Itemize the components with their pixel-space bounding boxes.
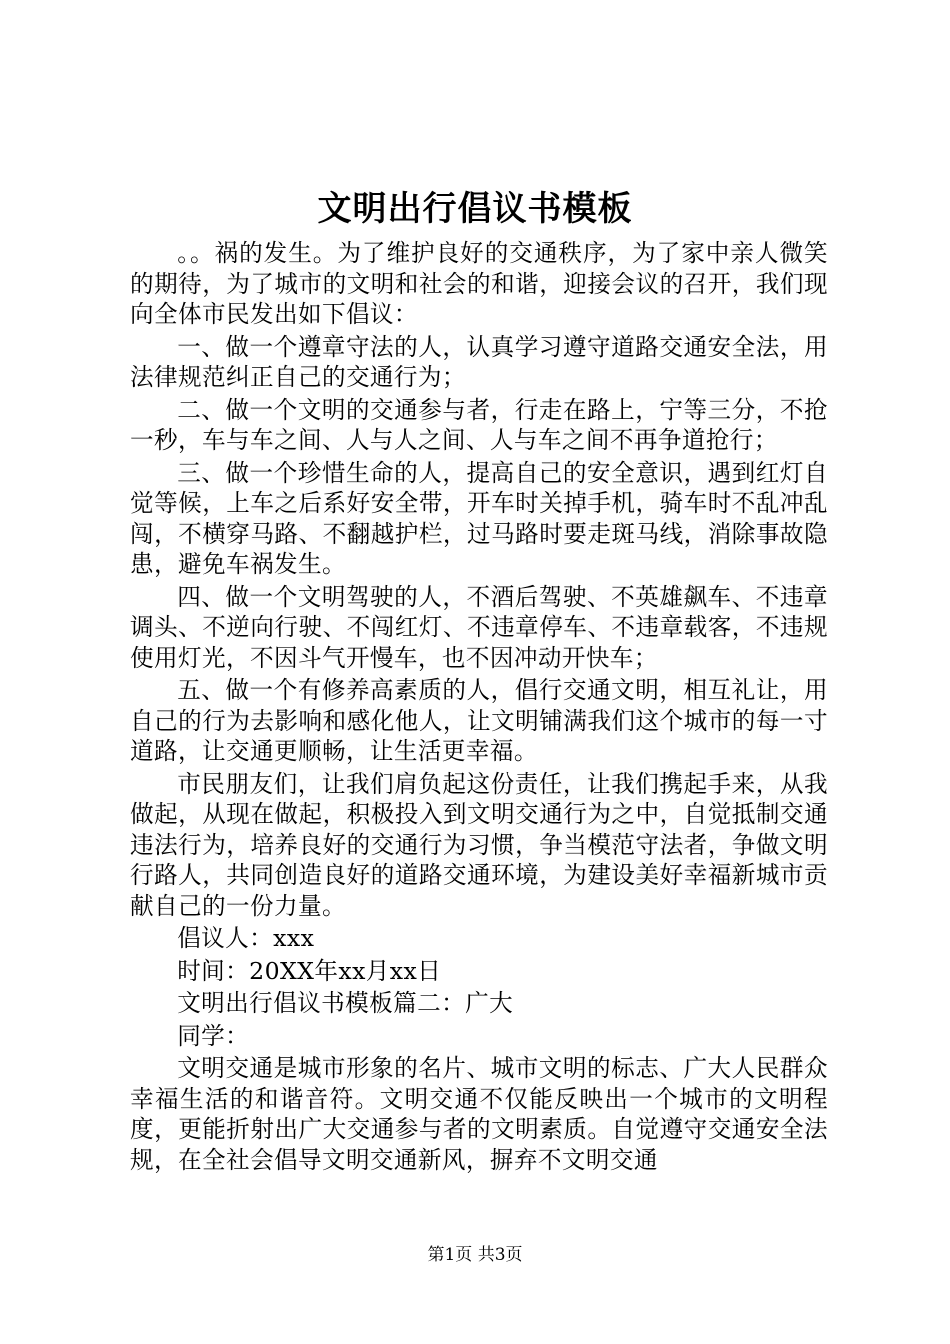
page-footer: 第1页 共3页 xyxy=(427,1245,523,1265)
paragraph-closing: 市民朋友们，让我们肩负起这份责任，让我们携起手来，从我做起，从现在做起，积极投入到文明交通行为之中，自觉抵制交通违法行为，培养良好的交通行为习惯，争当模范守法者，争做文明行路人，共同创造良好的道路交通环境，为建设美好幸福新城市贡献自己的一份力量。 xyxy=(130,769,828,920)
paragraph-item-1: 一、做一个遵章守法的人，认真学习遵守道路交通安全法，用法律规范纠正自己的交通行为； xyxy=(130,332,828,391)
section-two-heading: 文明出行倡议书模板篇二：广大 xyxy=(177,989,514,1017)
paragraph-item-4: 四、做一个文明驾驶的人，不酒后驾驶、不英雄飙车、不违章调头、不逆向行驶、不闯红灯、不违章停车、不违章载客，不违规使用灯光，不因斗气开慢车，也不因冲动开快车； xyxy=(130,582,828,672)
paragraph-intro: 。。祸的发生。为了维护良好的交通秩序，为了家中亲人微笑的期待，为了城市的文明和社会的和谐，迎接会议的召开，我们现向全体市民发出如下倡议： xyxy=(130,239,828,328)
paragraph-section-two-body: 文明交通是城市形象的名片、城市文明的标志、广大人民群众幸福生活的和谐音符。文明交通不仅能反映出一个城市的文明程度，更能折射出广大交通参与者的文明素质。自觉遵守交通安全法规，在全社会倡导文明交通新风，摒弃不文明交通 xyxy=(130,1054,828,1174)
paragraph-item-2: 二、做一个文明的交通参与者，行走在路上，宁等三分，不抢一秒，车与车之间、人与人之间、人与车之间不再争道抢行； xyxy=(130,395,828,454)
salutation: 同学： xyxy=(177,1021,250,1050)
date-line: 时间：20XX年xx月xx日 xyxy=(177,956,442,985)
paragraph-item-5: 五、做一个有修养高素质的人，倡行交通文明，相互礼让，用自己的行为去影响和感化他人，让文明铺满我们这个城市的每一寸道路，让交通更顺畅，让生活更幸福。 xyxy=(130,676,828,765)
signature-line: 倡议人：xxx xyxy=(177,924,315,952)
document-title: 文明出行倡议书模板 xyxy=(317,189,633,229)
document-body xyxy=(130,238,828,1175)
paragraph-item-3: 三、做一个珍惜生命的人，提高自己的安全意识，遇到红灯自觉等候，上车之后系好安全带，开车时关掉手机，骑车时不乱冲乱闯，不横穿马路、不翻越护栏，过马路时要走斑马线，消除事故隐患，避免车祸发生。 xyxy=(130,458,828,578)
